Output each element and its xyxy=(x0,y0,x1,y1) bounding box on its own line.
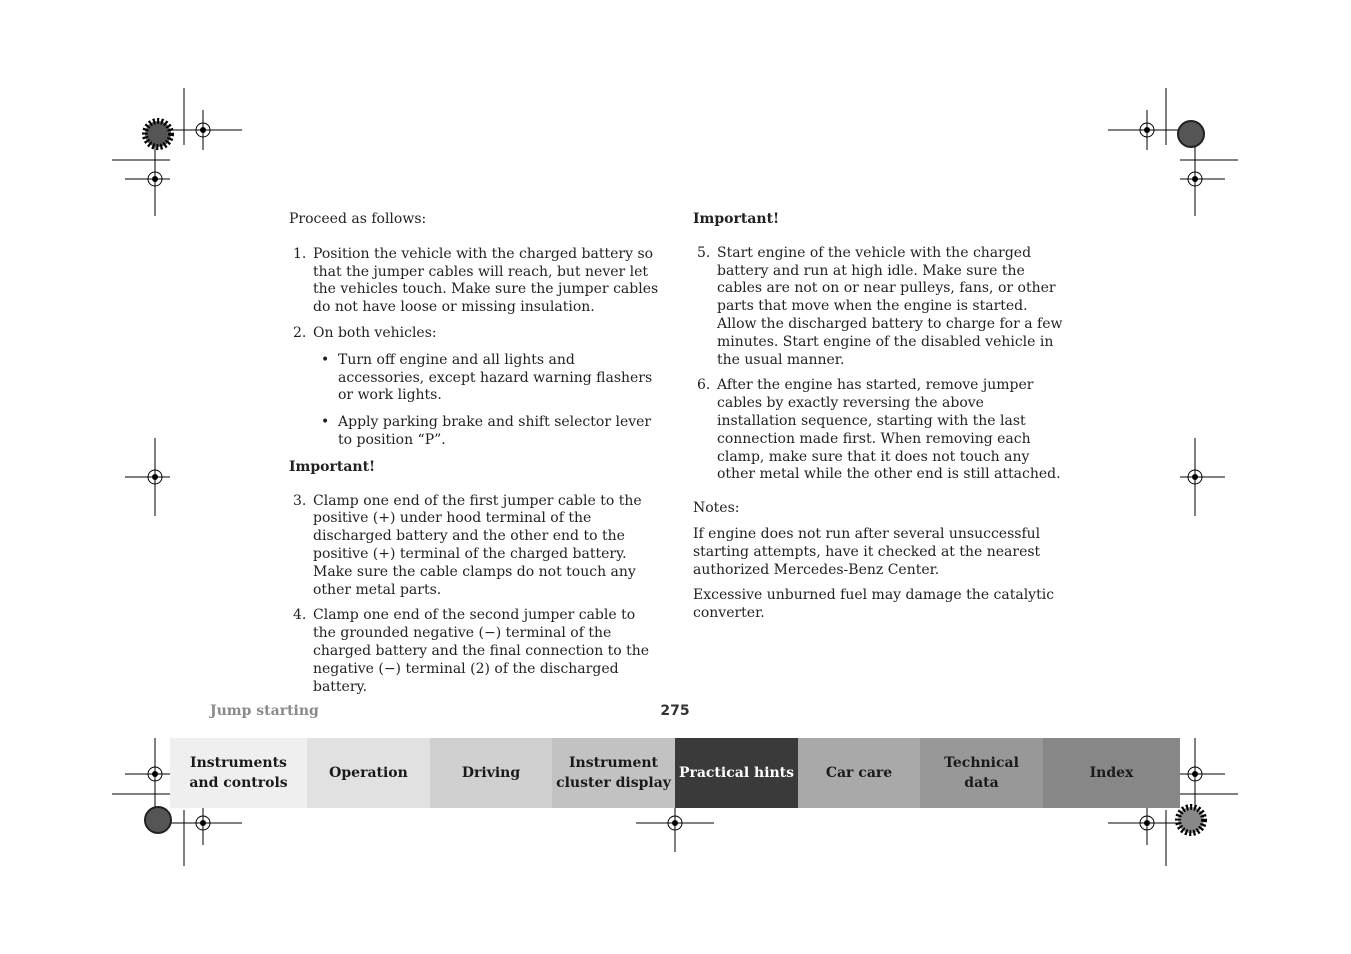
notes-label: Notes: xyxy=(693,500,740,517)
tab-index[interactable]: Index xyxy=(1043,738,1180,808)
bullet-dot: • xyxy=(321,351,330,368)
step-text: Clamp one end of the first jumper cable to the positive (+) under hood terminal of the discharged battery and the other end to the positive (+) terminal of the charged battery. Make sure the cable clamps do not touch any other metal parts. xyxy=(313,492,642,598)
bullet-list xyxy=(313,352,659,450)
step-number: 5. xyxy=(697,244,711,261)
page-number: 275 xyxy=(660,703,690,719)
tab-instrument-cluster-display[interactable]: Instrument cluster display xyxy=(552,738,675,808)
important-heading: Important! xyxy=(289,458,376,475)
step-list-3 xyxy=(693,245,1063,484)
step-text: On both vehicles: xyxy=(313,324,437,341)
list-item xyxy=(289,493,659,600)
tab-practical-hints[interactable]: Practical hints xyxy=(675,738,798,808)
list-item xyxy=(289,325,659,450)
list-item xyxy=(693,377,1063,484)
step-number: 6. xyxy=(697,377,711,394)
tab-operation[interactable]: Operation xyxy=(307,738,430,808)
list-item xyxy=(289,607,659,696)
step-list-2 xyxy=(289,493,659,697)
important-heading: Important! xyxy=(693,211,780,227)
intro-text: Proceed as follows: xyxy=(289,211,427,227)
tab-technical-data[interactable]: Technical data xyxy=(920,738,1043,808)
note-text: Excessive unburned fuel may damage the catalytic converter. xyxy=(693,587,1055,622)
note-text: If engine does not run after several unsuccessful starting attempts, have it checked at the nearest authorized Mercedes-Benz Center. xyxy=(693,525,1041,578)
step-list-1 xyxy=(289,246,659,450)
tab-instruments-and-controls[interactable]: Instruments and controls xyxy=(170,738,307,808)
step-number: 4. xyxy=(293,607,307,624)
step-text: Position the vehicle with the charged battery so that the jumper cables will reach, but never let the vehicles touch. Make sure the jumper cables do not have loose or missing insulation. xyxy=(313,245,659,316)
chapter-tabs xyxy=(170,738,1180,808)
bullet-text: Apply parking brake and shift selector lever to position “P”. xyxy=(338,414,652,448)
right-column xyxy=(693,211,1063,631)
list-item xyxy=(693,245,1063,370)
left-column xyxy=(289,211,659,704)
step-number: 3. xyxy=(293,492,307,509)
section-title: Jump starting xyxy=(210,703,319,719)
bullet-dot: • xyxy=(321,414,330,431)
step-number: 1. xyxy=(293,245,307,262)
tab-car-care[interactable]: Car care xyxy=(798,738,920,808)
bullet-text: Turn off engine and all lights and accessories, except hazard warning flashers or work lights. xyxy=(338,351,653,404)
step-text: After the engine has started, remove jumper cables by exactly reversing the above installation sequence, starting with the last connection made first. When removing each clamp, make sure that it does not touch any other metal while the other end is still attached. xyxy=(717,377,1061,483)
bullet-item xyxy=(313,352,659,405)
bullet-item xyxy=(313,414,659,450)
step-number: 2. xyxy=(293,324,307,341)
step-text: Start engine of the vehicle with the charged battery and run at high idle. Make sure the cables are not on or near pulleys, fans, or other parts that move when the engine is started. Allow the discharged battery to charge for a few minutes. Start engine of the disabled vehicle in the usual manner. xyxy=(717,244,1063,368)
tab-driving[interactable]: Driving xyxy=(430,738,552,808)
step-text: Clamp one end of the second jumper cable to the grounded negative (−) terminal of the charged battery and the final connection to the negative (−) terminal (2) of the discharged battery. xyxy=(313,607,650,695)
list-item xyxy=(289,246,659,317)
